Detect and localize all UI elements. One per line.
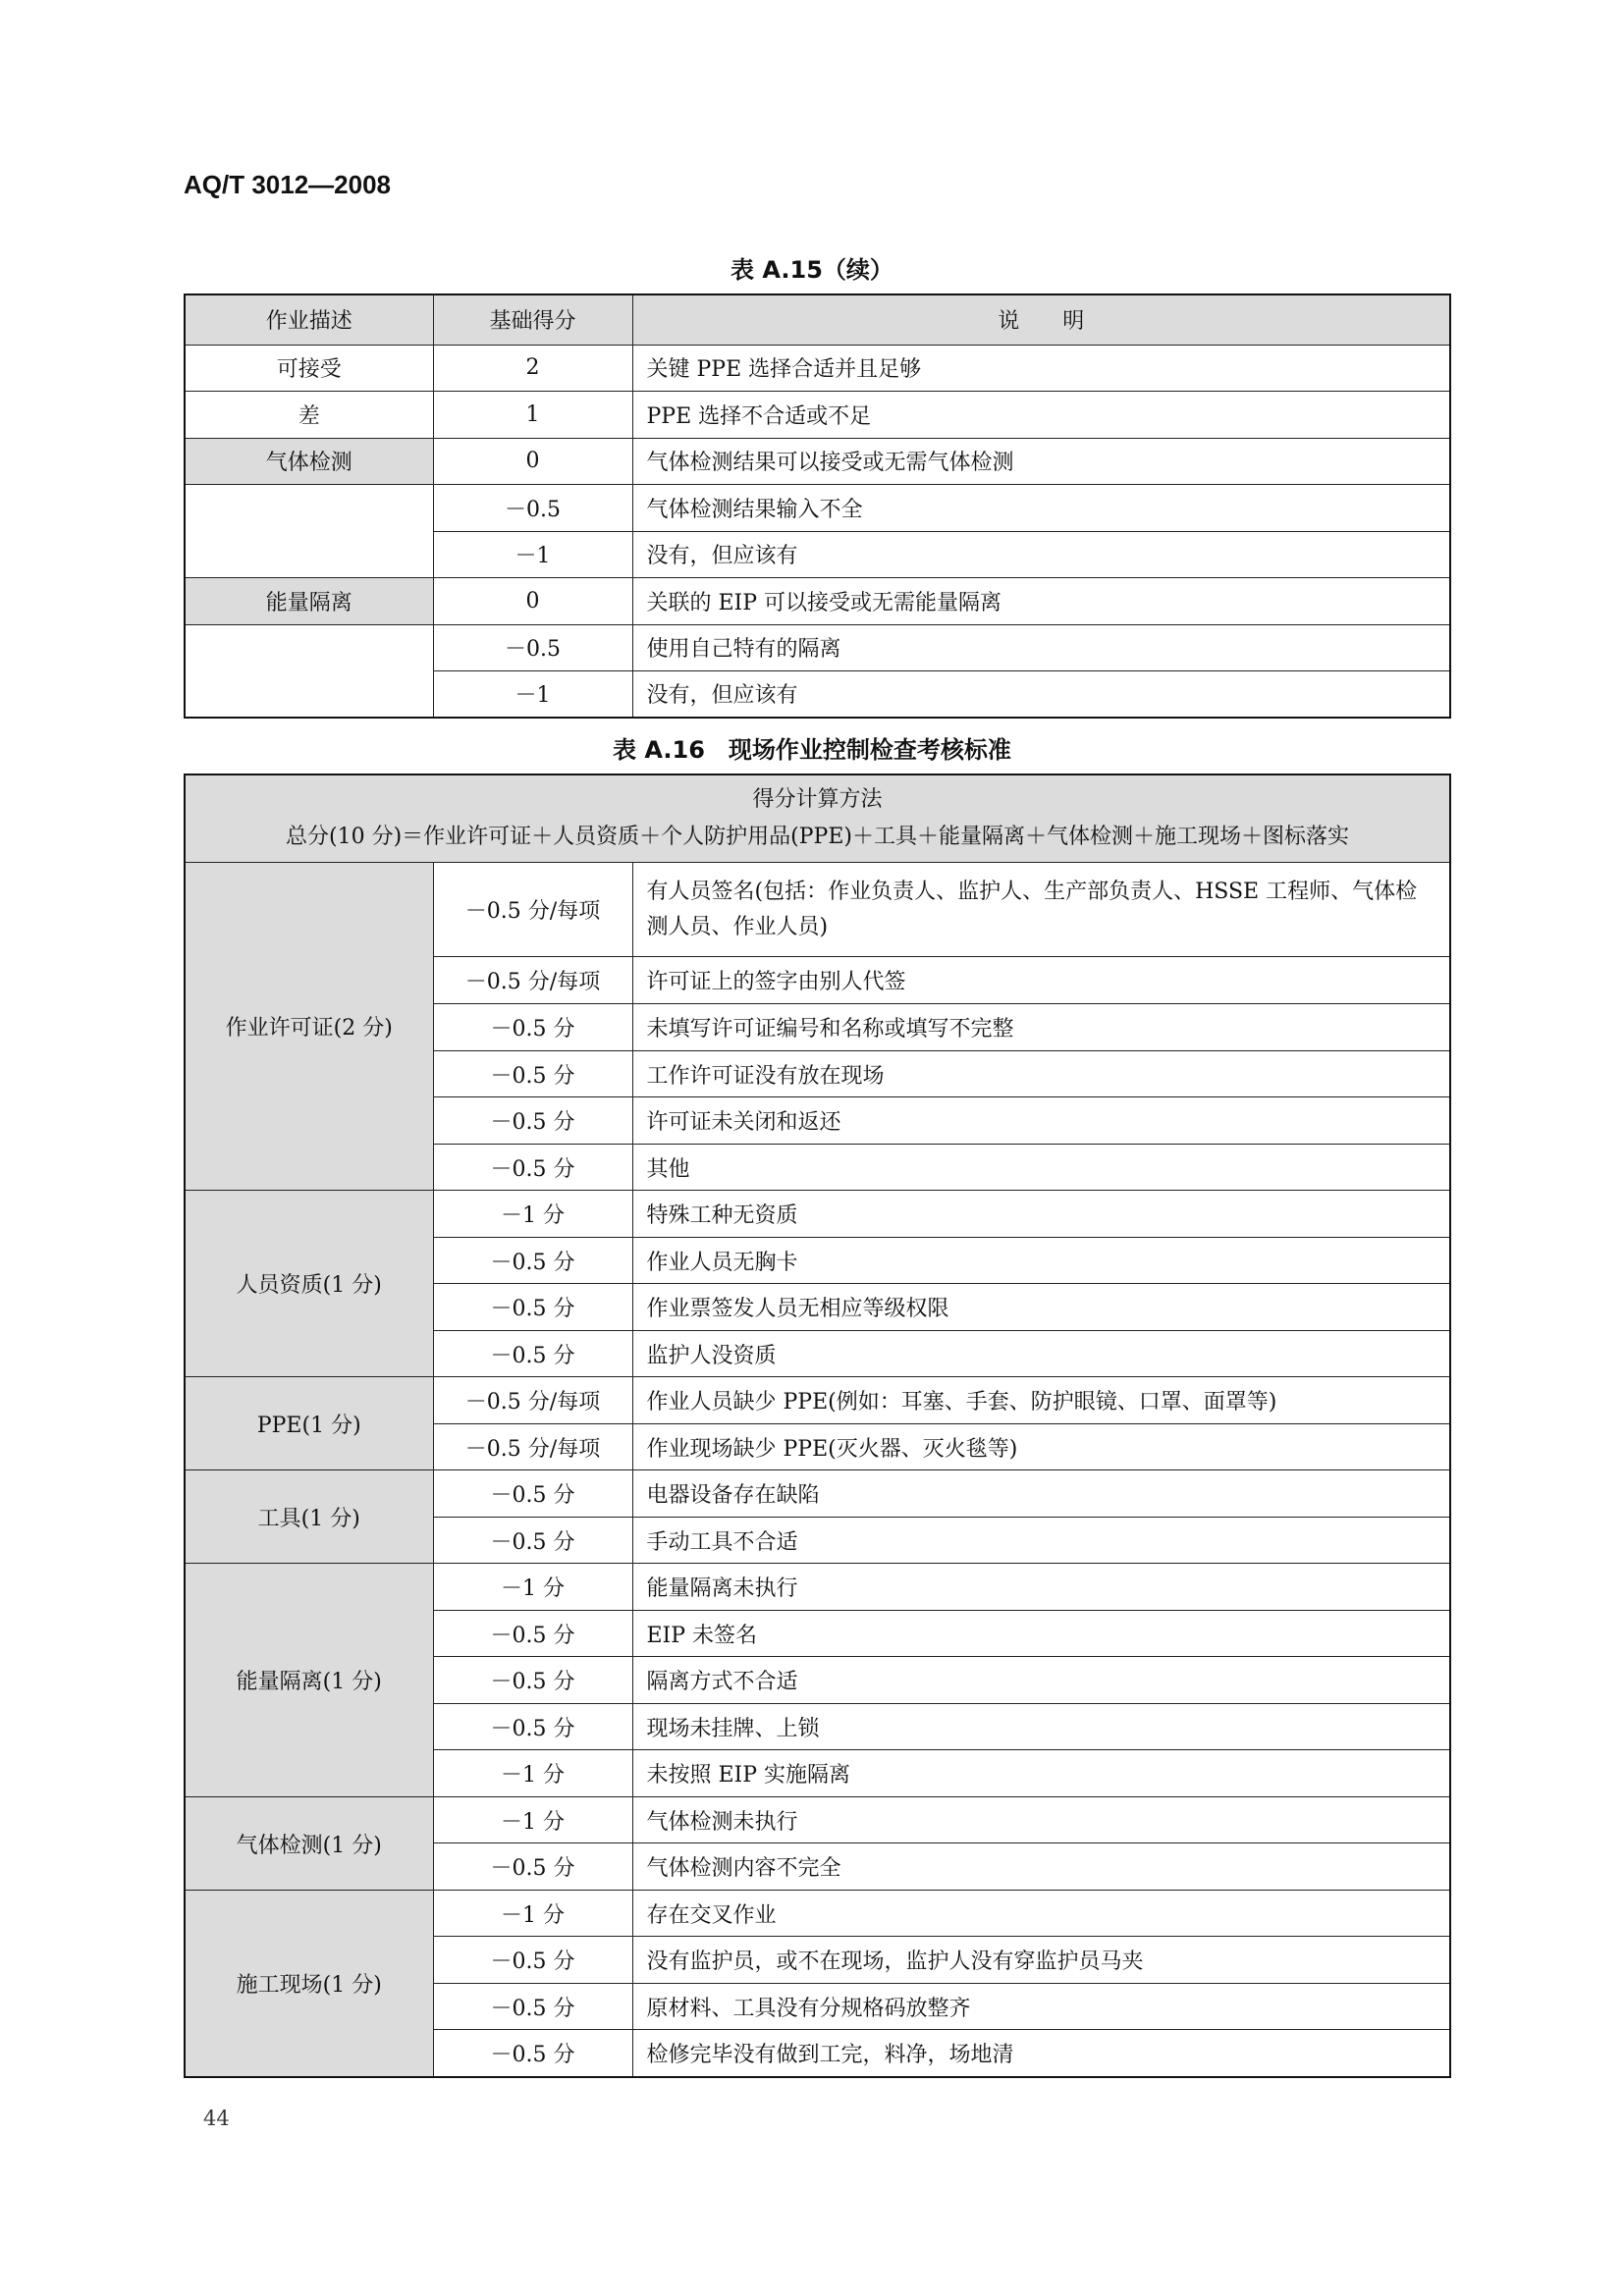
score-cell: －1 <box>433 531 632 577</box>
note-cell: 存在交叉作业 <box>632 1891 1450 1937</box>
score-cell: －1 分 <box>433 1797 632 1843</box>
note-cell: 气体检测未执行 <box>632 1797 1450 1843</box>
score-cell: 0 <box>433 438 632 484</box>
note-cell: EIP 未签名 <box>632 1611 1450 1657</box>
score-cell: －1 分 <box>433 1191 632 1238</box>
note-cell: 电器设备存在缺陷 <box>632 1470 1450 1518</box>
desc-cell: 差 <box>185 391 433 438</box>
score-cell: 2 <box>433 345 632 391</box>
score-cell: －0.5 分 <box>433 1004 632 1051</box>
table-row <box>185 1470 1450 1518</box>
table-row <box>185 1191 1450 1238</box>
desc-cell <box>185 484 433 577</box>
score-cell: －0.5 分 <box>433 1704 632 1750</box>
note-cell: 隔离方式不合适 <box>632 1657 1450 1704</box>
note-cell: 许可证上的签字由别人代签 <box>632 957 1450 1004</box>
note-cell: 有人员签名(包括：作业负责人、监护人、生产部负责人、HSSE 工程师、气体检测人员、作业人员) <box>632 863 1450 957</box>
note-cell: 原材料、工具没有分规格码放整齐 <box>632 1984 1450 2030</box>
note-cell: 关联的 EIP 可以接受或无需能量隔离 <box>632 577 1450 624</box>
method-title: 得分计算方法 <box>752 787 883 812</box>
desc-cell: 可接受 <box>185 345 433 391</box>
table-a15-caption: 表 A.15（续） <box>731 256 893 284</box>
note-cell: 没有，但应该有 <box>632 670 1450 718</box>
note-cell: 没有，但应该有 <box>632 531 1450 577</box>
note-cell: 气体检测结果可以接受或无需气体检测 <box>632 438 1450 484</box>
standard-code: AQ/T 3012—2008 <box>184 170 392 199</box>
score-cell: －0.5 分/每项 <box>433 1424 632 1470</box>
score-cell: －0.5 分 <box>433 1331 632 1377</box>
note-cell: 未填写许可证编号和名称或填写不完整 <box>632 1004 1450 1051</box>
group-name-cell: 能量隔离(1 分) <box>185 1564 433 1797</box>
score-cell: －0.5 分/每项 <box>433 1377 632 1424</box>
score-cell: －0.5 分/每项 <box>433 957 632 1004</box>
desc-cell: 气体检测 <box>185 438 433 484</box>
group-name-cell: 人员资质(1 分) <box>185 1191 433 1377</box>
table-a15-header <box>185 294 1450 345</box>
table-row <box>185 484 1450 531</box>
score-cell: －0.5 分 <box>433 1097 632 1145</box>
score-cell: －0.5 分 <box>433 1470 632 1518</box>
table-a16-caption: 表 A.16 现场作业控制检查考核标准 <box>613 736 1011 764</box>
score-cell: －0.5 <box>433 484 632 531</box>
table-row <box>185 438 1450 484</box>
method-row <box>185 774 1450 863</box>
table-a15 <box>184 294 1451 719</box>
group-name-cell: 施工现场(1 分) <box>185 1891 433 2077</box>
score-cell: －0.5 分 <box>433 1284 632 1331</box>
note-cell: 气体检测结果输入不全 <box>632 484 1450 531</box>
score-cell: －0.5 分/每项 <box>433 863 632 957</box>
table-row <box>185 863 1450 957</box>
note-cell: 没有监护员，或不在现场，监护人没有穿监护员马夹 <box>632 1937 1450 1984</box>
score-cell: －1 <box>433 670 632 718</box>
score-cell: －0.5 分 <box>433 1518 632 1564</box>
note-cell: 检修完毕没有做到工完，料净，场地清 <box>632 2030 1450 2077</box>
method-cell <box>185 774 1450 863</box>
score-cell: －0.5 分 <box>433 1051 632 1097</box>
note-cell: 许可证未关闭和返还 <box>632 1097 1450 1145</box>
score-cell: －0.5 <box>433 624 632 670</box>
table-row <box>185 1377 1450 1424</box>
score-cell: －0.5 分 <box>433 1984 632 2030</box>
page-number: 44 <box>203 2107 230 2130</box>
score-cell: －0.5 分 <box>433 1843 632 1891</box>
note-cell: 其他 <box>632 1145 1450 1191</box>
group-name-cell: PPE(1 分) <box>185 1377 433 1470</box>
score-cell: 1 <box>433 391 632 438</box>
table-row <box>185 345 1450 391</box>
table-row <box>185 1891 1450 1937</box>
score-cell: －0.5 分 <box>433 1937 632 1984</box>
note-cell: 作业人员缺少 PPE(例如：耳塞、手套、防护眼镜、口罩、面罩等) <box>632 1377 1450 1424</box>
note-cell: 手动工具不合适 <box>632 1518 1450 1564</box>
score-cell: －1 分 <box>433 1564 632 1611</box>
desc-cell: 能量隔离 <box>185 577 433 624</box>
score-cell: －0.5 分 <box>433 1657 632 1704</box>
column-header: 基础得分 <box>433 294 632 345</box>
note-cell: PPE 选择不合适或不足 <box>632 391 1450 438</box>
note-cell: 作业现场缺少 PPE(灭火器、灭火毯等) <box>632 1424 1450 1470</box>
table-row <box>185 391 1450 438</box>
method-formula: 总分(10 分)＝作业许可证＋人员资质＋个人防护用品(PPE)＋工具＋能量隔离＋气体检测＋施工现场＋图标落实 <box>286 825 1349 849</box>
table-row <box>185 1797 1450 1843</box>
score-cell: －1 分 <box>433 1750 632 1797</box>
note-cell: 使用自己特有的隔离 <box>632 624 1450 670</box>
score-cell: 0 <box>433 577 632 624</box>
table-row <box>185 577 1450 624</box>
table-row <box>185 624 1450 670</box>
score-cell: －0.5 分 <box>433 1145 632 1191</box>
note-cell: 作业票签发人员无相应等级权限 <box>632 1284 1450 1331</box>
table-a16 <box>184 774 1451 2078</box>
note-cell: 工作许可证没有放在现场 <box>632 1051 1450 1097</box>
note-cell: 能量隔离未执行 <box>632 1564 1450 1611</box>
score-cell: －0.5 分 <box>433 1611 632 1657</box>
column-header: 作业描述 <box>185 294 433 345</box>
group-name-cell: 工具(1 分) <box>185 1470 433 1564</box>
table-row <box>185 1564 1450 1611</box>
note-cell: 关键 PPE 选择合适并且足够 <box>632 345 1450 391</box>
group-name-cell: 气体检测(1 分) <box>185 1797 433 1891</box>
score-cell: －0.5 分 <box>433 1238 632 1284</box>
note-cell: 特殊工种无资质 <box>632 1191 1450 1238</box>
note-cell: 现场未挂牌、上锁 <box>632 1704 1450 1750</box>
score-cell: －1 分 <box>433 1891 632 1937</box>
group-name-cell: 作业许可证(2 分) <box>185 863 433 1191</box>
score-cell: －0.5 分 <box>433 2030 632 2077</box>
desc-cell <box>185 624 433 718</box>
note-cell: 监护人没资质 <box>632 1331 1450 1377</box>
note-cell: 作业人员无胸卡 <box>632 1238 1450 1284</box>
note-cell: 气体检测内容不完全 <box>632 1843 1450 1891</box>
note-cell: 未按照 EIP 实施隔离 <box>632 1750 1450 1797</box>
column-header: 说 明 <box>632 294 1450 345</box>
